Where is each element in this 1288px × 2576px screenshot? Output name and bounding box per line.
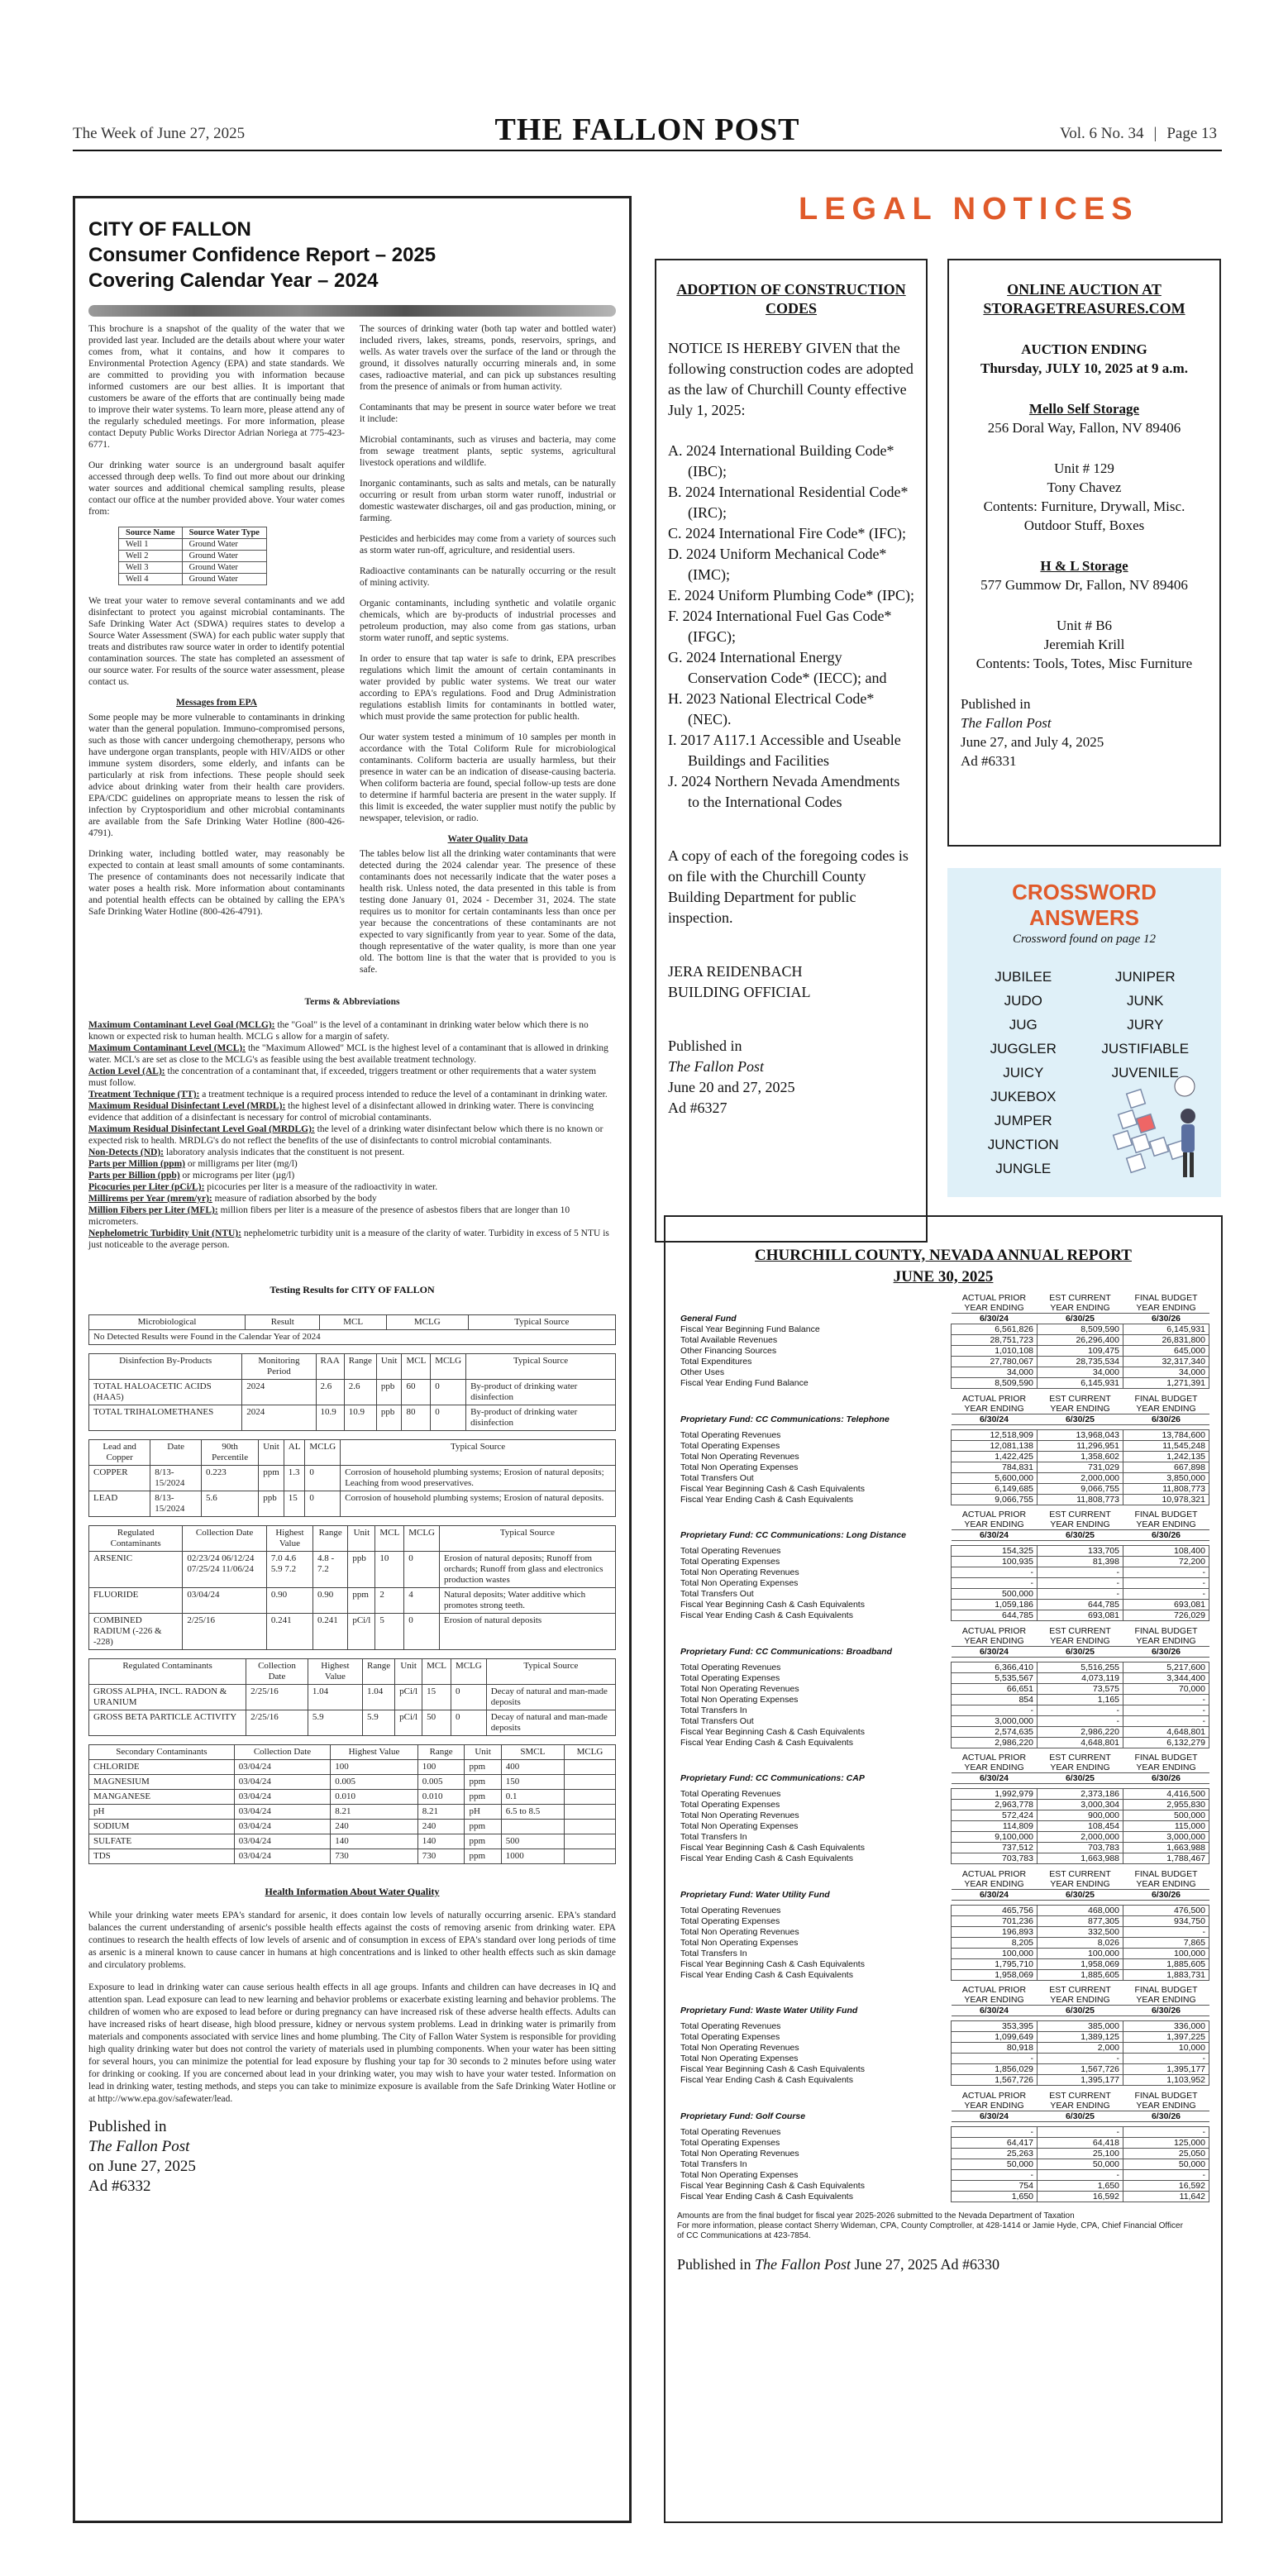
- answer-word: JUNIPER: [1114, 969, 1176, 985]
- table-row: Total Expenditures 27,780,067 28,735,534 32,317,340: [677, 1357, 1209, 1367]
- table-row: Fiscal Year Beginning Fund Balance 6,561,826 8,509,590 6,145,931: [677, 1324, 1209, 1335]
- column-header: 90th Percentile: [202, 1440, 259, 1466]
- table-row: Total Transfers Out 500,000 - -: [677, 1589, 1209, 1600]
- masthead: [73, 106, 1222, 151]
- table-row: pH 03/04/24 8.21 8.21 pH 6.5 to 8.5: [89, 1805, 616, 1820]
- table-row: Total Non Operating Revenues 572,424 900,000 500,000: [677, 1810, 1209, 1821]
- fund-header: YEAR ENDING YEAR ENDING YEAR ENDING: [964, 1995, 1196, 2005]
- table-row: Total Non Operating Revenues 25,263 25,100 25,050: [677, 2148, 1209, 2159]
- fund-name: Proprietary Fund: CC Communications: Long Distance: [680, 1530, 907, 1540]
- term-item: Parts per Million (ppm) or milligrams per liter (mg/l): [88, 1159, 298, 1169]
- table-row: Fiscal Year Beginning Cash & Cash Equivalents 6,149,685 9,066,755 11,808,773: [677, 1483, 1209, 1494]
- table-row: Total Non Operating Expenses 784,831 731,029 667,898: [677, 1462, 1209, 1472]
- paragraph: Inorganic contaminants, such as salts and metals, can be naturally occurring or result from urban storm water runoff, industrial or domestic wastewater discharges, oil and gas production, mining, or farming.: [360, 479, 616, 523]
- paragraph: Contaminants that may be present in source water before we treat it include:: [360, 403, 616, 424]
- table-row: Total Non Operating Expenses 8,205 8,026 7,865: [677, 1937, 1209, 1948]
- column-header: MCLG: [305, 1440, 341, 1466]
- column-header: Regulated Contaminants: [89, 1526, 183, 1552]
- column-header: Typical Source: [466, 1354, 616, 1380]
- regulated-contaminants-table: [88, 1525, 616, 1650]
- table-row: TOTAL TRIHALOMETHANES 2024 10.9 10.9 ppb 80 0 By-product of drinking water disinfection: [89, 1405, 616, 1431]
- table-row: Fiscal Year Beginning Cash & Cash Equivalents 1,795,710 1,958,069 1,885,605: [677, 1958, 1209, 1969]
- fund-header: YEAR ENDING YEAR ENDING YEAR ENDING: [964, 2100, 1196, 2111]
- table-row: Total Available Revenues 28,751,723 26,296,400 26,831,800: [677, 1335, 1209, 1346]
- term-item: Action Level (AL): the concentration of a contaminant that, if exceeded, triggers treatment or other requirements that a water system must follow.: [88, 1066, 597, 1088]
- fund-header: Proprietary Fund: CC Communications: Telephone 6/30/24 6/30/25 6/30/26: [677, 1414, 1209, 1424]
- table-row: Other Uses 34,000 34,000 34,000: [677, 1367, 1209, 1378]
- table-row: Total Non Operating Expenses - - -: [677, 2169, 1209, 2180]
- table-row: TDS 03/04/24 730 730 ppm 1000: [89, 1849, 616, 1864]
- table-row: Fiscal Year Ending Cash & Cash Equivalents 2,986,220 4,648,801 6,132,279: [677, 1737, 1209, 1748]
- fund-name: Proprietary Fund: CC Communications: Telephone: [680, 1414, 890, 1424]
- signature: JERA REIDENBACH BUILDING OFFICIAL: [668, 963, 811, 1000]
- table-row: Total Non Operating Revenues - - -: [677, 1567, 1209, 1578]
- column-header: MCL: [375, 1526, 404, 1552]
- issue-date: The Week of June 27, 2025: [73, 125, 246, 142]
- column-header: Range: [363, 1659, 395, 1685]
- table-row: Fiscal Year Ending Cash & Cash Equivalents 1,650 16,592 11,642: [677, 2191, 1209, 2202]
- term-item: Maximum Residual Disinfectant Level (MRDL): the highest level of a disinfectant allowed in drinking water. There is convincing evidence that addition of a disinfectant is necessary for control of microbial contaminants.: [88, 1101, 594, 1123]
- ccr-title: CITY OF FALLON Consumer Confidence Report – 2025 Covering Calendar Year – 2024: [88, 218, 436, 292]
- regulated-contaminants-table-2: [88, 1658, 616, 1736]
- financial-table: [677, 1293, 1209, 2206]
- column-header: Range: [313, 1526, 348, 1552]
- table-row: CHLORIDE 03/04/24 100 100 ppm 400: [89, 1760, 616, 1775]
- code-item: I. 2017 A117.1 Accessible and Useable Buildings and Facilities: [668, 732, 901, 769]
- table-row: Total Non Operating Expenses 114,809 108,454 115,000: [677, 1821, 1209, 1832]
- table-row: Total Operating Revenues 1,992,979 2,373,186 4,416,500: [677, 1789, 1209, 1800]
- term-item: Nephelometric Turbidity Unit (NTU): nephelometric turbidity unit is a measure of the clarity of water. Turbidity in excess of 5 NTU is just noticeable to the average person.: [88, 1228, 609, 1250]
- fund-header: YEAR ENDING YEAR ENDING YEAR ENDING: [964, 1519, 1196, 1529]
- paragraph: NOTICE IS HEREBY GIVEN that the following construction codes are adopted as the law of Churchill County effective July 1, 2025:: [668, 340, 914, 418]
- table-row: Total Operating Revenues 12,518,909 13,968,043 13,784,600: [677, 1429, 1209, 1440]
- column-header: MCLG: [404, 1526, 440, 1552]
- table-row: Total Transfers In 100,000 100,000 100,000: [677, 1948, 1209, 1958]
- publication-note: Published in The Fallon Post June 27, 2025 Ad #6330: [677, 2256, 1000, 2273]
- fund-header: General Fund 6/30/24 6/30/25 6/30/26: [677, 1314, 1209, 1324]
- table-row: Total Operating Revenues 154,325 133,705 108,400: [677, 1546, 1209, 1557]
- answer-word: JUNK: [1127, 993, 1164, 1009]
- code-item: B. 2024 International Residential Code* (IRC);: [668, 484, 909, 521]
- paragraph: Radioactive contaminants can be naturally occurring or the result of mining activity.: [360, 566, 616, 588]
- table-row: Fiscal Year Ending Cash & Cash Equivalents 1,958,069 1,885,605 1,883,731: [677, 1969, 1209, 1980]
- online-auction-notice: ONLINE AUCTION AT STORAGETREASURES.COM AUCTION ENDING Thursday, JULY 10, 2025 at 9 a.m. Mello Self Storage 256 Doral Way, Fallon, NV 89406 Unit # 129 Tony Chavez Contents: Furniture, Drywall, Misc. Outdoor Stuff, Boxes H & L Storage 577 Gummow Dr, Fallon, NV 89406 Unit # B6 Jeremiah Krill Contents: Tools, Totes, Misc Furniture Published in The Fallon Post June 27, and July 4, 2025 Ad #6331: [947, 259, 1221, 847]
- table-row: Total Operating Expenses 5,535,567 4,073,119 3,344,400: [677, 1672, 1209, 1683]
- paragraph: While your drinking water meets EPA's standard for arsenic, it does contain low levels of naturally occurring arsenic. EPA's standard balances the current understanding of arsenic's possible health effects against the costs of removing arsenic from drinking water. EPA continues to research the health effects of low levels of arsenic and of consumption in excess of EPA's standard over long periods of time as arsenic is a mineral known to cause cancer in humans at high concentrations and is linked to other health effects such as skin damage and circulatory problems.: [88, 1911, 616, 1970]
- section-heading: Water Quality Data: [447, 834, 528, 844]
- paragraph: Organic contaminants, including synthetic and volatile organic chemicals, which are by-products of industrial processes and petroleum production, may also come from gas stations, urban storm water runoff, and septic systems.: [360, 599, 616, 643]
- fund-name: Proprietary Fund: Waste Water Utility Fund: [680, 2006, 858, 2015]
- code-item: F. 2024 International Fuel Gas Code* (IFGC);: [668, 608, 892, 645]
- column-header: Unit: [259, 1440, 284, 1466]
- table-row: COMBINED RADIUM (-226 & -228) 2/25/16 0.241 0.241 pCi/l 5 0 Erosion of natural deposits: [89, 1614, 616, 1650]
- column-header: MCL: [402, 1354, 431, 1380]
- table-row: Total Operating Expenses 12,081,138 11,296,951 11,545,248: [677, 1440, 1209, 1451]
- paper-title: THE FALLON POST: [494, 112, 800, 147]
- lead-copper-table: [88, 1439, 616, 1517]
- table-row: FLUORIDE 03/04/24 0.90 0.90 ppm 2 4 Natural deposits; Water additive which promotes strong teeth.: [89, 1588, 616, 1614]
- table-row: GROSS BETA PARTICLE ACTIVITY 2/25/16 5.9 5.9 pCi/l 50 0 Decay of natural and man-made deposits: [89, 1710, 616, 1736]
- paragraph: The tables below list all the drinking water contaminants that were detected during the 2024 calendar year. The presence of these contaminants does not necessarily indicate that the water poses a health risk. Unless noted, the data presented in this table is from testing done January 01, 2024 - December 31, 2024. The state requires us to monitor for certain contaminants less than once per year because the concentrations of these contaminants are not expected to vary significantly from year to year. Some of the data, though representative of the water quality, is more than one year old. The bottom line is that the water that is provided to you is safe.: [360, 849, 616, 975]
- code-item: A. 2024 International Building Code* (IBC);: [668, 442, 894, 479]
- column-header: Collection Date: [234, 1745, 330, 1760]
- table-row: TOTAL HALOACETIC ACIDS (HAA5) 2024 2.6 2.6 ppb 60 0 By-product of drinking water disinfection: [89, 1380, 616, 1405]
- table-row: Fiscal Year Beginning Cash & Cash Equivalents 737,512 703,783 1,663,988: [677, 1843, 1209, 1853]
- column-header: MCLG: [431, 1354, 466, 1380]
- column-header: Date: [150, 1440, 202, 1466]
- issue-info: Vol. 6 No. 34 | Page 13: [1059, 125, 1217, 142]
- answer-word: JUVENILE: [1111, 1065, 1179, 1080]
- table-row: Fiscal Year Ending Fund Balance 8,509,590 6,145,931 1,271,391: [677, 1378, 1209, 1389]
- table-row: Total Operating Expenses 64,417 64,418 125,000: [677, 2137, 1209, 2148]
- table-row: SODIUM 03/04/24 240 240 ppm: [89, 1820, 616, 1834]
- table-row: Fiscal Year Ending Cash & Cash Equivalents 644,785 693,081 726,029: [677, 1610, 1209, 1621]
- table-row: Total Non Operating Expenses - - -: [677, 1578, 1209, 1589]
- term-item: Non-Detects (ND): laboratory analysis indicates that the constituent is not present.: [88, 1147, 405, 1157]
- table-row: Fiscal Year Ending Cash & Cash Equivalents 9,066,755 11,808,773 10,978,321: [677, 1494, 1209, 1505]
- code-item: H. 2023 National Electrical Code* (NEC).: [668, 690, 875, 727]
- crossword-illustration-icon: [1095, 1066, 1211, 1190]
- column-header: Range: [344, 1354, 376, 1380]
- column-header: Typical Source: [341, 1440, 616, 1466]
- table-row: MAGNESIUM 03/04/24 0.005 0.005 ppm 150: [89, 1775, 616, 1790]
- paragraph: A copy of each of the foregoing codes is on file with the Churchill County Building Department for public inspection.: [668, 847, 909, 926]
- fund-header: ACTUAL PRIOR EST CURRENT FINAL BUDGET: [961, 1753, 1198, 1763]
- table-row: Fiscal Year Beginning Cash & Cash Equivalents 1,856,029 1,567,726 1,395,177: [677, 2064, 1209, 2075]
- report-title: CHURCHILL COUNTY, NEVADA ANNUAL REPORT JUNE 30, 2025: [755, 1247, 1132, 1286]
- term-item: Picocuries per Liter (pCi/L): picocuries per liter is a measure of the radioactivity in water.: [88, 1182, 438, 1192]
- microbiological-table: Microbiological Result MCL MCLG Typical Source No Detected Results were Found in the Calendar Year of 2024: [88, 1314, 616, 1345]
- table-row: SULFATE 03/04/24 140 140 ppm 500: [89, 1834, 616, 1849]
- paragraph: Pesticides and herbicides may come from a variety of sources such as storm water run-off, agriculture, and residential users.: [360, 534, 616, 556]
- fund-header: ACTUAL PRIOR EST CURRENT FINAL BUDGET: [961, 2090, 1198, 2101]
- column-header: Collection Date: [183, 1526, 267, 1552]
- fund-header: YEAR ENDING YEAR ENDING YEAR ENDING: [964, 1878, 1196, 1889]
- table-row: Fiscal Year Beginning Cash & Cash Equivalents 754 1,650 16,592: [677, 2180, 1209, 2191]
- column-header: Lead and Copper: [89, 1440, 150, 1466]
- column-header: Unit: [376, 1354, 402, 1380]
- section-heading: Messages from EPA: [176, 698, 257, 708]
- fund-name: Proprietary Fund: Golf Course: [680, 2111, 806, 2121]
- answer-word: JUMPER: [994, 1113, 1052, 1128]
- fund-header: ACTUAL PRIOR EST CURRENT FINAL BUDGET: [961, 1868, 1198, 1879]
- paragraph: Microbial contaminants, such as viruses and bacteria, may come from sewage treatment plants, septic systems, agricultural livestock operations and wildlife.: [360, 435, 616, 468]
- divider: [88, 305, 616, 317]
- column-header: Unit: [395, 1659, 422, 1685]
- answer-word: JUKEBOX: [990, 1089, 1057, 1104]
- table-row: Total Operating Revenues - - -: [677, 2126, 1209, 2137]
- column-header: Secondary Contaminants: [89, 1745, 235, 1760]
- fund-name: Proprietary Fund: CC Communications: Broadband: [680, 1646, 893, 1657]
- table-row: Total Non Operating Revenues 66,651 73,575 70,000: [677, 1683, 1209, 1694]
- fund-header: ACTUAL PRIOR EST CURRENT FINAL BUDGET: [961, 1985, 1198, 1995]
- secondary-contaminants-table: [88, 1744, 616, 1864]
- publication-note: Published in The Fallon Post on June 27, 2025 Ad #6332: [88, 2118, 196, 2195]
- legal-notices-header: LEGAL NOTICES: [799, 192, 1139, 227]
- table-row: Total Operating Expenses 1,099,649 1,389,125 1,397,225: [677, 2032, 1209, 2043]
- publication-note: Published in The Fallon Post June 20 and 27, 2025 Ad #6327: [668, 1038, 795, 1116]
- paragraph: In order to ensure that tap water is safe to drink, EPA prescribes regulations which limit the amount of certain contaminants in water provided by public water systems. We treat our water according to EPA's regulations. Food and Drug Administration regulations establish limits for contaminants in bottled water, which must provide the same protection for public health.: [360, 654, 616, 722]
- churchill-county-annual-report: [664, 1215, 1223, 2523]
- table-row: Fiscal Year Beginning Cash & Cash Equivalents 2,574,635 2,986,220 4,648,801: [677, 1726, 1209, 1737]
- answer-word: JUBILEE: [995, 969, 1052, 985]
- paragraph: This brochure is a snapshot of the quality of the water that we provided last year. Included are the details about where your water comes from, what it contains, and how it compares to Environmental Protection Agency (EPA) and state standards. We are committed to providing you with information because informed customers are our best allies. It is important that customers be aware of the efforts that are continually being made to improve their water systems. To learn more, please attend any of the regularly scheduled meetings. For more information, please contact Deputy Public Works Director Adrian Noriega at 775-423-6771.: [88, 324, 345, 450]
- testing-results-title: Testing Results for CITY OF FALLON: [270, 1284, 435, 1295]
- footnote: Amounts are from the final budget for fiscal year 2025-2026 submitted to the Nevada Department of Taxation For more information, please contact Sherry Wideman, CPA, County Comptroller, at 428-1414 or Jamie Hyde, CPA, Chief Financial Officer of CC Communications at 423-7854.: [677, 2211, 1183, 2240]
- table-row: Total Operating Expenses 701,236 877,305 934,750: [677, 1915, 1209, 1926]
- answer-word: JURY: [1127, 1017, 1164, 1033]
- fund-header: ACTUAL PRIOR EST CURRENT FINAL BUDGET: [961, 1510, 1198, 1519]
- table-row: Total Non Operating Expenses 854 1,165 -: [677, 1694, 1209, 1705]
- publication-note: Published in The Fallon Post June 27, and July 4, 2025 Ad #6331: [961, 696, 1104, 769]
- column-header: Unit: [465, 1745, 501, 1760]
- column-header: Regulated Contaminants: [89, 1659, 246, 1685]
- paragraph: Drinking water, including bottled water, may reasonably be expected to contain at least small amounts of some contaminants. The presence of contaminants does not necessarily indicate that water poses a health risk. More information about contaminants and potential health effects can be obtained by calling the EPA's Safe Drinking Water Hotline (800-426-4791).: [88, 849, 345, 917]
- fund-header: YEAR ENDING YEAR ENDING YEAR ENDING: [964, 1635, 1196, 1646]
- column-header: Collection Date: [246, 1659, 308, 1685]
- answer-word: JUG: [1009, 1017, 1038, 1033]
- table-row: COPPER 8/13-15/2024 0.223 ppm 1.3 0 Corrosion of household plumbing systems; Erosion of natural deposits; Leaching from wood preservatives.: [89, 1466, 616, 1491]
- term-item: Maximum Contaminant Level Goal (MCLG): the "Goal" is the level of a contaminant in drinking water below which there is no known or expected risk to human health. MCLG s allow for a margin of safety.: [88, 1020, 589, 1042]
- column-header: Typical Source: [486, 1659, 615, 1685]
- term-item: Maximum Residual Disinfectant Level Goal (MRDLG): the level of a drinking water disinfectant below which there is no known or expected risk to health. MRDLG's do not reflect the benefits of the use of disinfectants to control microbial contaminants.: [88, 1124, 603, 1146]
- crossword-title: CROSSWORD ANSWERS: [1012, 880, 1157, 930]
- answer-word: JUSTIFIABLE: [1101, 1041, 1190, 1057]
- paragraph: Exposure to lead in drinking water can cause serious health effects in all age groups. Infants and children can have decreases in IQ and attention span. Lead exposure can lead to new learning and behavior problems or exacerbate existing learning and behavior problems. The children of women who are exposed to lead before or during pregnancy can have increased risk of these adverse health effects. Adults can have increased risks of heart disease, high blood pressure, kidney or nervous system problems. Lead in drinking water is primarily from materials and components associated with service lines and home plumbing. The City of Fallon Water System is responsible for providing high quality drinking water but does not control the variety of materials used in plumbing components. When your water has been sitting for several hours, you can minimize the potential for lead exposure by flushing your tap for 30 seconds to 2 minutes before using water for drinking or cooking. If you are concerned about lead in your drinking water, you may wish to have your water tested. Information on lead in drinking water, testing methods, and steps you can take to minimize exposure is available from the Safe Drinking Water Hotline or at http://www.epa.gov/safewater/lead.: [88, 1982, 616, 2104]
- table-row: ARSENIC 02/23/24 06/12/24 07/25/24 11/06/24 7.0 4.6 5.9 7.2 4.8 - 7.2 ppb 10 0 Erosion of natural deposits; Runoff from orchards; Runoff from glass and electronics production wastes: [89, 1552, 616, 1588]
- column-header: MCLG: [451, 1659, 486, 1685]
- table-row: Fiscal Year Ending Cash & Cash Equivalents 1,567,726 1,395,177 1,103,952: [677, 2075, 1209, 2086]
- table-row: Total Transfers Out 3,000,000 - -: [677, 1715, 1209, 1726]
- notice-title: ADOPTION OF CONSTRUCTION CODES: [676, 281, 906, 317]
- source-table: Source Name Source Water Type Well 1 Ground Water Well 2 Ground Water Well 3 Ground Water Well 4 Ground Water: [118, 527, 267, 585]
- table-row: Total Transfers In 9,100,000 2,000,000 3,000,000: [677, 1832, 1209, 1843]
- paragraph: Our drinking water source is an underground basalt aquifer accessed through deep wells. To find out more about our drinking water sources and additional chemical sampling results, please contact our office at the number provided above. Your water comes from:: [88, 460, 345, 517]
- paragraph: Our water system tested a minimum of 10 samples per month in accordance with the Total Coliform Rule for microbiological contaminants. Coliform bacteria are usually harmless, but their presence in water can be an indication of disease-causing bacteria. When coliform bacteria are found, special follow-up tests are done to determine if harmful bacteria are present in the water supply. If this limit is exceeded, the water supplier must notify the public by newspaper, television, or radio.: [360, 732, 616, 823]
- column-header: Disinfection By-Products: [89, 1354, 242, 1380]
- paragraph: The sources of drinking water (both tap water and bottled water) included rivers, lakes, streams, ponds, reservoirs, springs, and wells. As water travels over the surface of the land or through the ground, it dissolves naturally occurring minerals and, in some cases, radioactive material, and can pick up substances resulting from the presence of animals or from human activity.: [360, 324, 616, 392]
- table-row: Total Transfers In - - -: [677, 1705, 1209, 1715]
- column-header: RAA: [316, 1354, 344, 1380]
- table-row: Total Operating Expenses 100,935 81,398 72,200: [677, 1557, 1209, 1567]
- table-row: Total Operating Revenues 353,395 385,000 336,000: [677, 2021, 1209, 2032]
- term-item: Millirems per Year (mrem/yr): measure of radiation absorbed by the body: [88, 1194, 377, 1204]
- paragraph: Some people may be more vulnerable to contaminants in drinking water than the general population. Immuno-compromised persons, such as those with cancer undergoing chemotherapy, persons who have undergone organ transplants, people with HIV/AIDS or other immune system disorders, some elderly, and infants can be particularly at risk from infections. These people should seek advice about drinking water from their health care providers. EPA/CDC guidelines on appropriate means to lessen the risk of infection by Cryptosporidium and other microbial contaminants are available from the Safe Drinking Water Hotline (800-426-4791).: [88, 713, 345, 838]
- answer-word: JUDO: [1004, 993, 1042, 1009]
- fund-header: Proprietary Fund: Water Utility Fund 6/30/24 6/30/25 6/30/26: [677, 1889, 1209, 1900]
- fund-header: Proprietary Fund: Waste Water Utility Fund 6/30/24 6/30/25 6/30/26: [677, 2006, 1209, 2016]
- column-header: AL: [284, 1440, 305, 1466]
- code-item: J. 2024 Northern Nevada Amendments to the International Codes: [668, 773, 900, 810]
- table-row: LEAD 8/13-15/2024 5.6 ppb 15 0 Corrosion of household plumbing systems; Erosion of natural deposits.: [89, 1491, 616, 1517]
- column-header: Highest Value: [331, 1745, 418, 1760]
- term-item: Million Fibers per Liter (MFL): million fibers per liter is a measure of the presence of asbestos fibers that are longer than 10 micrometers.: [88, 1205, 570, 1227]
- fund-header: YEAR ENDING YEAR ENDING YEAR ENDING: [964, 1303, 1196, 1313]
- answer-word: JUGGLER: [990, 1041, 1057, 1057]
- fund-header: ACTUAL PRIOR EST CURRENT FINAL BUDGET: [961, 1293, 1198, 1303]
- column-header: Monitoring Period: [242, 1354, 316, 1380]
- column-header: SMCL: [501, 1745, 564, 1760]
- term-item: Maximum Contaminant Level (MCL): the "Maximum Allowed" MCL is the highest level of a contaminant that is allowed in drinking water. MCL's are set as close to the MCLG's as feasible using the best available treatment technology.: [88, 1043, 608, 1065]
- fund-name: Proprietary Fund: CC Communications: CAP: [680, 1773, 865, 1783]
- table-row: Total Non Operating Revenues 1,422,425 1,358,602 1,242,135: [677, 1451, 1209, 1462]
- column-header: MCL: [422, 1659, 451, 1685]
- term-item: Parts per Billion (ppb) or micrograms per liter (µg/l): [88, 1171, 295, 1181]
- column-header: Highest Value: [266, 1526, 312, 1552]
- table-row: Other Financing Sources 1,010,108 109,475 645,000: [677, 1346, 1209, 1357]
- fund-name: General Fund: [680, 1314, 737, 1324]
- fund-header: YEAR ENDING YEAR ENDING YEAR ENDING: [964, 1763, 1196, 1772]
- answer-word: JUNGLE: [995, 1161, 1052, 1176]
- column-header: Range: [417, 1745, 465, 1760]
- disinfection-byproducts-table: [88, 1353, 616, 1431]
- fund-header: ACTUAL PRIOR EST CURRENT FINAL BUDGET: [961, 1393, 1198, 1404]
- table-row: Total Operating Expenses 2,963,778 3,000,304 2,955,830: [677, 1800, 1209, 1810]
- column-header: MCLG: [564, 1745, 615, 1760]
- fund-name: Proprietary Fund: Water Utility Fund: [680, 1889, 830, 1900]
- fund-header: Proprietary Fund: CC Communications: Long Distance 6/30/24 6/30/25 6/30/26: [677, 1530, 1209, 1541]
- notice-title: ONLINE AUCTION AT STORAGETREASURES.COM: [983, 281, 1185, 317]
- table-row: Total Operating Revenues 6,366,410 5,516,255 5,217,600: [677, 1662, 1209, 1672]
- answer-word: JUNCTION: [987, 1137, 1059, 1152]
- code-item: G. 2024 International Energy Conservation Code* (IECC); and: [668, 649, 887, 686]
- column-header: Unit: [348, 1526, 375, 1552]
- table-row: Total Non Operating Revenues 80,918 2,000 10,000: [677, 2043, 1209, 2054]
- table-row: Total Non Operating Revenues 196,893 332,500 -: [677, 1926, 1209, 1937]
- consumer-confidence-report: [73, 196, 632, 2523]
- adoption-construction-codes: [655, 259, 928, 1243]
- column-header: Highest Value: [308, 1659, 362, 1685]
- table-row: MANGANESE 03/04/24 0.010 0.010 ppm 0.1: [89, 1790, 616, 1805]
- health-info-heading: Health Information About Water Quality: [265, 1886, 440, 1897]
- paragraph: We treat your water to remove several contaminants and we add disinfectant to protect you against microbial contaminants. The Safe Drinking Water Act (SDWA) requires states to develop a Source Water Assessment (SWA) for each public water supply that treats and distributes raw source water in order to identify potential contamination sources. The state has completed an assessment of our source water. For results of the source water assessment, please contact us.: [88, 596, 345, 687]
- table-row: Total Operating Revenues 465,756 468,000 476,500: [677, 1905, 1209, 1915]
- fund-header: ACTUAL PRIOR EST CURRENT FINAL BUDGET: [961, 1625, 1198, 1636]
- table-row: GROSS ALPHA, INCL. RADON & URANIUM 2/25/16 1.04 1.04 pCi/l 15 0 Decay of natural and man-made deposits: [89, 1685, 616, 1710]
- table-row: Fiscal Year Ending Cash & Cash Equivalents 703,783 1,663,988 1,788,467: [677, 1853, 1209, 1864]
- table-row: Total Transfers Out 5,600,000 2,000,000 3,850,000: [677, 1472, 1209, 1483]
- code-item: E. 2024 Uniform Plumbing Code* (IPC);: [668, 587, 914, 603]
- fund-header: Proprietary Fund: CC Communications: Broadband 6/30/24 6/30/25 6/30/26: [677, 1646, 1209, 1657]
- codes-list: [668, 441, 914, 813]
- code-item: C. 2024 International Fire Code* (IFC);: [668, 525, 906, 541]
- term-item: Treatment Technique (TT): a treatment technique is a required process intended to reduce the level of a contaminant in drinking water.: [88, 1090, 608, 1100]
- crossword-answers: CROSSWORD ANSWERS Crossword found on page 12 JUBILEE JUNIPER JUDO JUNK JUG JURY JUGGLER JUSTIFIABLE JUICY JUVENILE JUKEBOX JUMPER JUNCTION JUNGLE: [947, 868, 1221, 1197]
- code-item: D. 2024 Uniform Mechanical Code* (IMC);: [668, 546, 887, 583]
- table-row: Total Transfers In 50,000 50,000 50,000: [677, 2159, 1209, 2169]
- column-header: Typical Source: [439, 1526, 615, 1552]
- terms-abbreviations: Terms & Abbreviations Maximum Contaminant Level Goal (MCLG): the "Goal" is the level of a contaminant in drinking water below which there is no known or expected risk to human health. MCLG s allow for a margin of safety. Maximum Contaminant Level (MCL): the "Maximum Allowed" MCL is the highest level of a contaminant that is allowed in drinking water. MCL's are set as close to the MCLG's as feasible using the best available treatment technology. Action Level (AL): the concentration of a contaminant that, if exceeded, triggers treatment or other requirements that a water system must follow. Treatment Technique (TT): a treatment technique is a required process intended to reduce the level of a contaminant in drinking water. Maximum Residual Disinfectant Level (MRDL): the highest level of a disinfectant allowed in drinking water. There is convincing evidence that addition of a disinfectant is necessary for control of microbial contaminants. Maximum Residual Disinfectant Level Goal (MRDLG): the level of a drinking water disinfectant below which there is no known or expected risk to health. MRDLG's do not reflect the benefits of the use of disinfectants to control microbial contaminants. Non-Detects (ND): laboratory analysis indicates that the constituent is not present. Parts per Million (ppm) or milligrams per liter (mg/l) Parts per Billion (ppb) or micrograms per liter (µg/l) Picocuries per Liter (pCi/L): picocuries per liter is a measure of the radioactivity in water. Millirems per Year (mrem/yr): measure of radiation absorbed by the body Million Fibers per Liter (MFL): million fibers per liter is a measure of the presence of asbestos fibers that are longer than 10 micrometers. Nephelometric Turbidity Unit (NTU): nephelometric turbidity unit is a measure of the clarity of water. Turbidity in excess of 5 NTU is just noticeable to the average person.: [88, 996, 616, 1251]
- fund-header: Proprietary Fund: CC Communications: CAP 6/30/24 6/30/25 6/30/26: [677, 1773, 1209, 1784]
- table-row: Total Non Operating Expenses - - -: [677, 2054, 1209, 2064]
- answer-word: JUICY: [1003, 1065, 1044, 1080]
- ccr-body: [88, 323, 616, 985]
- table-row: Fiscal Year Beginning Cash & Cash Equivalents 1,059,186 644,785 693,081: [677, 1600, 1209, 1610]
- fund-header: YEAR ENDING YEAR ENDING YEAR ENDING: [964, 1403, 1196, 1414]
- fund-header: Proprietary Fund: Golf Course 6/30/24 6/30/25 6/30/26: [677, 2111, 1209, 2121]
